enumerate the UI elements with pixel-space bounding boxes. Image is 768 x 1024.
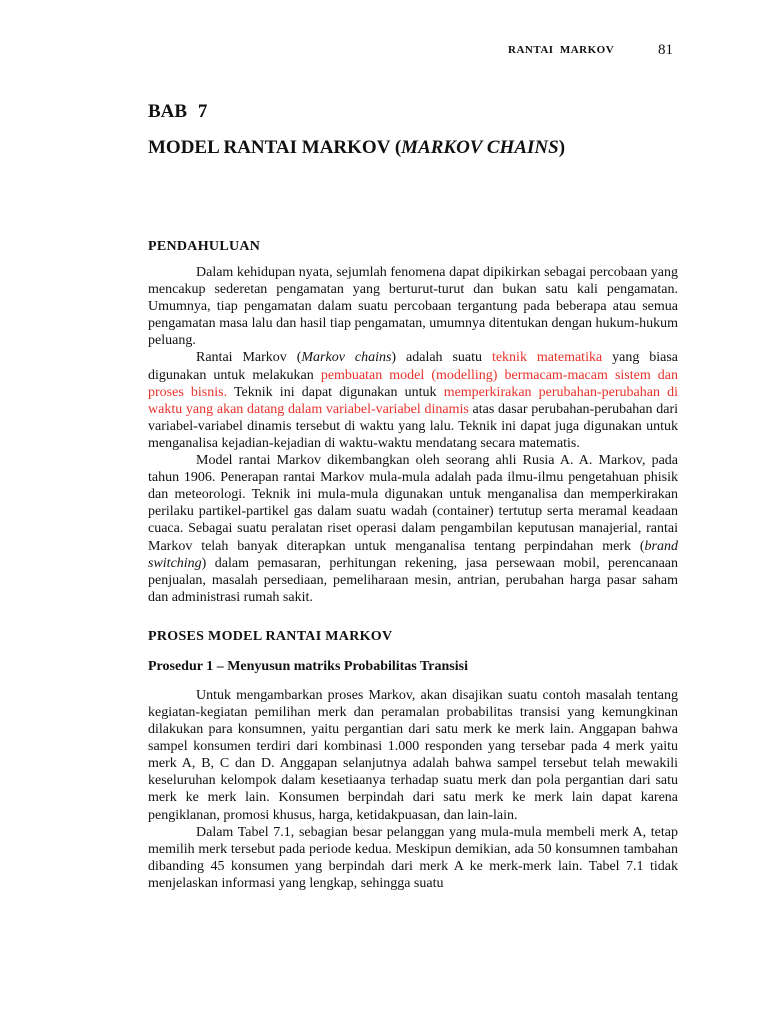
section-heading-process: PROSES MODEL RANTAI MARKOV — [148, 628, 393, 644]
document-body — [148, 238, 678, 892]
paragraph-intro-2 — [148, 349, 678, 452]
chapter-title-suffix: ) — [558, 137, 566, 158]
text-run: Rantai Markov ( — [196, 350, 302, 366]
text-run: atas dasar perubahan-perubahan dari variabel-variabel dinamis tersebut di waktu yang lalu. Teknik ini dapat juga digunakan untuk menganalisa kejadian-kejadian di waktu-waktu mendatang secara matematis. — [148, 401, 678, 451]
chapter-title-italic: MARKOV CHAINS — [401, 137, 559, 158]
running-header: RANTAI MARKOV — [508, 44, 615, 56]
text-run: ) adalah suatu — [391, 350, 492, 366]
highlighted-phrase: memperkirakan perubahan-perubahan di waktu yang akan datang dalam variabel-variabel dinamis — [148, 384, 678, 417]
paragraph-intro-3 — [148, 452, 678, 606]
chapter-title — [148, 137, 565, 159]
paragraph-process-2: Dalam Tabel 7.1, sebagian besar pelanggan yang mula-mula membeli merk A, tetap memilih merk tersebut pada periode kedua. Meskipun demikian, ada 50 konsumnen tambahan dibanding 45 konsumen yang berpindah dari merk A ke merk-merk lain. Tabel 7.1 tidak menjelaskan informasi yang lengkap, sehingga suatu — [148, 824, 678, 891]
chapter-title-prefix: MODEL RANTAI MARKOV ( — [148, 137, 402, 158]
page-number: 81 — [658, 42, 673, 58]
italic-term: brand switching — [148, 538, 678, 571]
subsection-heading: Prosedur 1 – Menyusun matriks Probabilitas Transisi — [148, 658, 468, 674]
paragraph-intro-1: Dalam kehidupan nyata, sejumlah fenomena dapat dipikirkan sebagai percobaan yang mencakup sederetan pengamatan yang berturut-turut dan bukan satu kali pengamatan. Umumnya, tiap pengamatan dalam suatu percobaan tergantung pada beberapa atau semua pengamatan masa lalu dan hasil tiap pengamatan, umumnya ditentukan dengan hukum-hukum peluang. — [148, 265, 678, 349]
text-run: Model rantai Markov dikembangkan oleh seorang ahli Rusia A. A. Markov, pada tahun 1906. Penerapan rantai Markov mula-mula adalah pada ilmu-ilmu pengetahuan phisik dan meteorologi. Teknik ini mula-mula digunakan untuk menganalisa dan memperkirakan perilaku partikel-partikel gas dalam suatu wadah (container) tertutup serta meramal keadaan cuaca. Sebagai suatu peralatan riset operasi dalam pengambilan keputusan manajerial, rantai Markov telah banyak diterapkan untuk menganalisa tentang perpindahan merk ( — [148, 453, 678, 554]
section-heading-intro: PENDAHULUAN — [148, 239, 261, 254]
chapter-label: BAB 7 — [148, 101, 208, 122]
text-run: ) dalam pemasaran, perhitungan rekening, jasa persewaan mobil, perencanaan penjualan, masalah persediaan, pemeliharaan mesin, antrian, perubahan harga pasar saham dan administrasi rumah sakit. — [148, 555, 678, 605]
text-run: Teknik ini dapat digunakan untuk — [227, 384, 444, 400]
italic-term: Markov chains — [301, 350, 392, 366]
highlighted-phrase: pembuatan model (modelling) bermacam-macam sistem dan proses bisnis. — [148, 367, 678, 400]
paragraph-process-1: Untuk mengambarkan proses Markov, akan disajikan suatu contoh masalah tentang kegiatan-kegiatan pemilihan merk dan peramalan probabilitas transisi yang kemungkinan dilakukan para konsumnen, yaitu pergantian dari satu merk ke merk lain. Anggapan bahwa sampel konsumen terdiri dari kombinasi 1.000 responden yang tersebar pada 4 merk yaitu merk A, B, C dan D. Anggapan selanjutnya adalah bahwa sampel tersebut telah mewakili keseluruhan kelompok dalam kesetiaanya terhadap suatu merk dan pola pergantian dari satu merk ke merk lain. Konsumen berpindah dari satu merk ke merk lain dapat karena pengiklanan, promosi khusus, harga, ketidakpuasan, dan lain-lain. — [148, 687, 678, 823]
highlighted-phrase: teknik matematika — [491, 350, 603, 366]
text-run: yang biasa digunakan untuk melakukan — [148, 350, 679, 383]
